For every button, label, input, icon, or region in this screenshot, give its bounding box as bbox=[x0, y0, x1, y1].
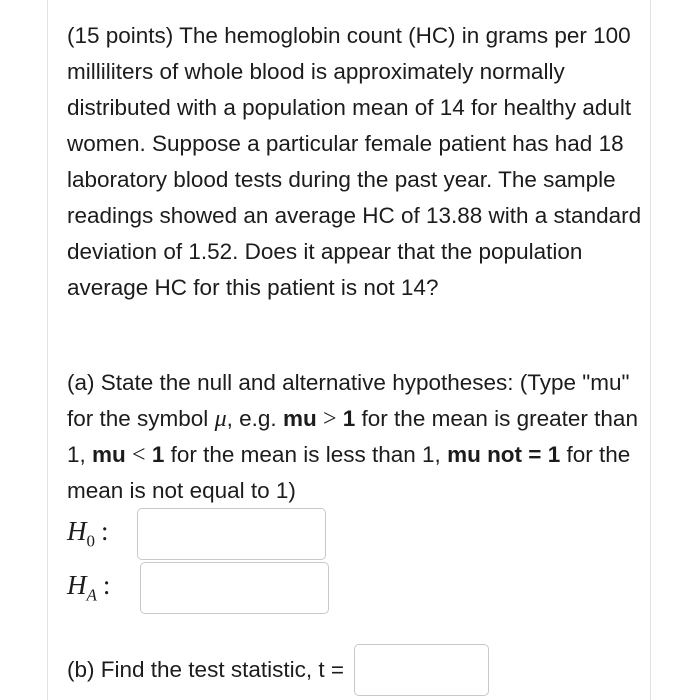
mu-symbol: μ bbox=[214, 406, 227, 432]
null-hypothesis-input[interactable] bbox=[137, 508, 326, 560]
points-label: (15 points) bbox=[67, 23, 174, 48]
alternative-hypothesis-row bbox=[67, 562, 329, 614]
null-hypothesis-row bbox=[67, 508, 326, 560]
question-card bbox=[47, 0, 651, 700]
problem-statement bbox=[67, 18, 645, 306]
part-b-row bbox=[67, 644, 489, 696]
part-a-instructions: (a) State the null and alternative hypotheses: (Type "mu" for the symbol μ, e.g. mu > 1 for the mean is greater than 1, mu < 1 for the mean is less than 1, mu not = 1 for the mean is not equal to 1) bbox=[67, 370, 638, 503]
alternative-hypothesis-label: $H_A$ : bbox=[67, 570, 111, 605]
test-statistic-label: (b) Find the test statistic, t = bbox=[67, 657, 344, 682]
test-statistic-input[interactable] bbox=[354, 644, 489, 696]
alternative-hypothesis-input[interactable] bbox=[140, 562, 329, 614]
problem-text: The hemoglobin count (HC) in grams per 100 milliliters of whole blood is approximately normally distributed with a population mean of 14 for healthy adult women. Suppose a particular female patient has had 18 laboratory blood tests during the past year. The sample readings showed an average HC of 13.88 with a standard deviation of 1.52. Does it appear that the population average HC for this patient is not 14? bbox=[67, 23, 642, 300]
null-hypothesis-label: $H_0$ : bbox=[67, 516, 109, 551]
